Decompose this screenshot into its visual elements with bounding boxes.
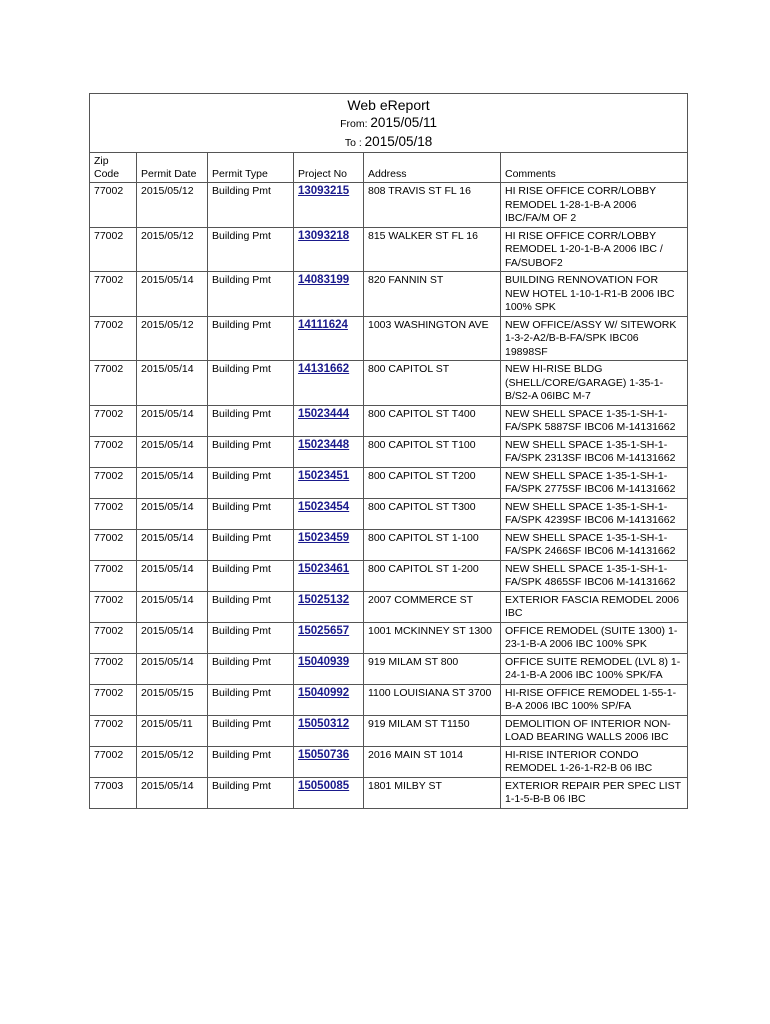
project-link[interactable]: 15023454	[298, 500, 350, 513]
permit-row	[90, 529, 688, 560]
cell-project	[294, 436, 364, 467]
cell-date: 2015/05/15	[137, 684, 208, 715]
cell-project	[294, 622, 364, 653]
cell-type: Building Pmt	[208, 777, 294, 808]
cell-comments: HI RISE OFFICE CORR/LOBBY REMODEL 1-28-1-B-A 2006 IBC/FA/M OF 2	[501, 183, 688, 228]
cell-project	[294, 272, 364, 317]
cell-comments: OFFICE REMODEL (SUITE 1300) 1-23-1-B-A 2006 IBC 100% SPK	[501, 622, 688, 653]
from-value: 2015/05/11	[370, 115, 437, 130]
permit-row	[90, 560, 688, 591]
cell-address: 800 CAPITOL ST 1-200	[364, 560, 501, 591]
cell-comments: NEW SHELL SPACE 1-35-1-SH-1-FA/SPK 2313SF IBC06 M-14131662	[501, 436, 688, 467]
cell-project	[294, 498, 364, 529]
cell-zip: 77002	[90, 272, 137, 317]
col-address: Address	[364, 153, 501, 183]
cell-zip: 77003	[90, 777, 137, 808]
cell-project	[294, 653, 364, 684]
cell-zip: 77002	[90, 183, 137, 228]
cell-address: 820 FANNIN ST	[364, 272, 501, 317]
cell-project	[294, 560, 364, 591]
cell-date: 2015/05/11	[137, 715, 208, 746]
cell-type: Building Pmt	[208, 529, 294, 560]
cell-address: 815 WALKER ST FL 16	[364, 227, 501, 272]
permit-row	[90, 591, 688, 622]
cell-date: 2015/05/14	[137, 405, 208, 436]
cell-address: 800 CAPITOL ST 1-100	[364, 529, 501, 560]
project-link[interactable]: 15040939	[298, 655, 350, 668]
cell-project	[294, 529, 364, 560]
cell-type: Building Pmt	[208, 498, 294, 529]
cell-address: 1003 WASHINGTON AVE	[364, 316, 501, 361]
cell-address: 800 CAPITOL ST T300	[364, 498, 501, 529]
project-link[interactable]: 14083199	[298, 274, 350, 286]
cell-zip: 77002	[90, 622, 137, 653]
cell-type: Building Pmt	[208, 272, 294, 317]
cell-address: 919 MILAM ST 800	[364, 653, 501, 684]
project-link[interactable]: 15050085	[298, 779, 350, 792]
to-label: To :	[344, 137, 362, 149]
cell-date: 2015/05/14	[137, 529, 208, 560]
cell-comments: EXTERIOR FASCIA REMODEL 2006 IBC	[501, 591, 688, 622]
cell-address: 808 TRAVIS ST FL 16	[364, 183, 501, 228]
cell-date: 2015/05/14	[137, 653, 208, 684]
to-value: 2015/05/18	[364, 134, 433, 149]
report-title: Web eReport	[347, 97, 430, 113]
cell-type: Building Pmt	[208, 405, 294, 436]
permit-row	[90, 361, 688, 406]
cell-date: 2015/05/12	[137, 227, 208, 272]
cell-date: 2015/05/14	[137, 361, 208, 406]
cell-date: 2015/05/14	[137, 467, 208, 498]
cell-zip: 77002	[90, 746, 137, 777]
cell-project	[294, 591, 364, 622]
cell-type: Building Pmt	[208, 467, 294, 498]
cell-type: Building Pmt	[208, 746, 294, 777]
cell-type: Building Pmt	[208, 591, 294, 622]
cell-zip: 77002	[90, 498, 137, 529]
cell-address: 2007 COMMERCE ST	[364, 591, 501, 622]
cell-project	[294, 316, 364, 361]
cell-address: 919 MILAM ST T1150	[364, 715, 501, 746]
permit-row	[90, 183, 688, 228]
cell-date: 2015/05/12	[137, 746, 208, 777]
from-line	[94, 114, 683, 133]
cell-comments: DEMOLITION OF INTERIOR NON-LOAD BEARING WALLS 2006 IBC	[501, 715, 688, 746]
cell-comments: HI RISE OFFICE CORR/LOBBY REMODEL 1-20-1-B-A 2006 IBC / FA/SUBOF2	[501, 227, 688, 272]
cell-project	[294, 684, 364, 715]
report-header-row	[90, 94, 688, 153]
cell-comments: NEW SHELL SPACE 1-35-1-SH-1-FA/SPK 4865SF IBC06 M-14131662	[501, 560, 688, 591]
permit-row	[90, 227, 688, 272]
permit-row	[90, 272, 688, 317]
project-link[interactable]: 13093218	[298, 229, 350, 242]
to-line	[94, 133, 683, 152]
project-link[interactable]: 15040992	[298, 686, 350, 699]
cell-zip: 77002	[90, 529, 137, 560]
col-date: Permit Date	[137, 153, 208, 183]
cell-zip: 77002	[90, 653, 137, 684]
cell-project	[294, 405, 364, 436]
cell-address: 800 CAPITOL ST T400	[364, 405, 501, 436]
project-link[interactable]: 14131662	[298, 363, 350, 375]
cell-type: Building Pmt	[208, 622, 294, 653]
cell-date: 2015/05/14	[137, 436, 208, 467]
cell-type: Building Pmt	[208, 684, 294, 715]
col-zip: Zip Code	[90, 153, 137, 183]
col-project: Project No	[294, 153, 364, 183]
project-link[interactable]: 15023444	[298, 407, 350, 420]
cell-project	[294, 777, 364, 808]
cell-project	[294, 361, 364, 406]
cell-date: 2015/05/12	[137, 316, 208, 361]
cell-type: Building Pmt	[208, 653, 294, 684]
col-type: Permit Type	[208, 153, 294, 183]
permit-row	[90, 467, 688, 498]
project-link[interactable]: 15023448	[298, 438, 350, 451]
permit-row	[90, 653, 688, 684]
permit-row	[90, 405, 688, 436]
cell-comments: BUILDING RENNOVATION FOR NEW HOTEL 1-10-1-R1-B 2006 IBC 100% SPK	[501, 272, 688, 317]
cell-zip: 77002	[90, 684, 137, 715]
cell-date: 2015/05/14	[137, 777, 208, 808]
cell-project	[294, 183, 364, 228]
cell-zip: 77002	[90, 560, 137, 591]
cell-comments: NEW SHELL SPACE 1-35-1-SH-1-FA/SPK 2466SF IBC06 M-14131662	[501, 529, 688, 560]
cell-type: Building Pmt	[208, 183, 294, 228]
cell-type: Building Pmt	[208, 436, 294, 467]
cell-comments: HI-RISE INTERIOR CONDO REMODEL 1-26-1-R2-B 06 IBC	[501, 746, 688, 777]
cell-type: Building Pmt	[208, 361, 294, 406]
cell-date: 2015/05/14	[137, 591, 208, 622]
cell-comments: NEW SHELL SPACE 1-35-1-SH-1-FA/SPK 2775SF IBC06 M-14131662	[501, 467, 688, 498]
cell-comments: NEW SHELL SPACE 1-35-1-SH-1-FA/SPK 4239SF IBC06 M-14131662	[501, 498, 688, 529]
cell-date: 2015/05/12	[137, 183, 208, 228]
cell-type: Building Pmt	[208, 715, 294, 746]
cell-type: Building Pmt	[208, 316, 294, 361]
col-comments: Comments	[501, 153, 688, 183]
cell-comments: HI-RISE OFFICE REMODEL 1-55-1-B-A 2006 IBC 100% SP/FA	[501, 684, 688, 715]
cell-comments: NEW OFFICE/ASSY W/ SITEWORK 1-3-2-A2/B-B-FA/SPK IBC06 19898SF	[501, 316, 688, 361]
cell-address: 800 CAPITOL ST T200	[364, 467, 501, 498]
cell-comments: NEW HI-RISE BLDG (SHELL/CORE/GARAGE) 1-35-1-B/S2-A 06IBC M-7	[501, 361, 688, 406]
project-link[interactable]: 13093215	[298, 185, 350, 197]
project-link[interactable]: 15023459	[298, 531, 350, 544]
cell-type: Building Pmt	[208, 227, 294, 272]
column-header-row	[90, 153, 688, 183]
cell-date: 2015/05/14	[137, 272, 208, 317]
permit-row	[90, 684, 688, 715]
cell-address: 1801 MILBY ST	[364, 777, 501, 808]
cell-address: 800 CAPITOL ST T100	[364, 436, 501, 467]
project-link[interactable]: 15050312	[298, 717, 350, 730]
cell-zip: 77002	[90, 467, 137, 498]
cell-project	[294, 746, 364, 777]
permit-row	[90, 498, 688, 529]
cell-comments: OFFICE SUITE REMODEL (LVL 8) 1-24-1-B-A 2006 IBC 100% SPK/FA	[501, 653, 688, 684]
report-header	[90, 94, 688, 153]
cell-address: 2016 MAIN ST 1014	[364, 746, 501, 777]
cell-address: 1100 LOUISIANA ST 3700	[364, 684, 501, 715]
permit-row	[90, 436, 688, 467]
cell-type: Building Pmt	[208, 560, 294, 591]
project-link[interactable]: 15023451	[298, 469, 350, 482]
project-link[interactable]: 15050736	[298, 748, 350, 761]
cell-project	[294, 227, 364, 272]
permit-row	[90, 316, 688, 361]
project-link[interactable]: 15025132	[298, 593, 350, 606]
cell-date: 2015/05/14	[137, 560, 208, 591]
permit-row	[90, 746, 688, 777]
project-link[interactable]: 15025657	[298, 624, 350, 637]
cell-date: 2015/05/14	[137, 622, 208, 653]
cell-zip: 77002	[90, 405, 137, 436]
cell-zip: 77002	[90, 715, 137, 746]
cell-comments: EXTERIOR REPAIR PER SPEC LIST 1-1-5-B-B 06 IBC	[501, 777, 688, 808]
cell-zip: 77002	[90, 591, 137, 622]
cell-zip: 77002	[90, 436, 137, 467]
cell-project	[294, 715, 364, 746]
cell-date: 2015/05/14	[137, 498, 208, 529]
cell-zip: 77002	[90, 316, 137, 361]
permit-row	[90, 715, 688, 746]
cell-address: 1001 MCKINNEY ST 1300	[364, 622, 501, 653]
report-table	[89, 93, 688, 809]
cell-comments: NEW SHELL SPACE 1-35-1-SH-1-FA/SPK 5887SF IBC06 M-14131662	[501, 405, 688, 436]
cell-address: 800 CAPITOL ST	[364, 361, 501, 406]
permit-row	[90, 622, 688, 653]
from-label: From:	[340, 118, 368, 130]
cell-zip: 77002	[90, 361, 137, 406]
cell-zip: 77002	[90, 227, 137, 272]
project-link[interactable]: 14111624	[298, 318, 348, 331]
project-link[interactable]: 15023461	[298, 562, 350, 575]
cell-project	[294, 467, 364, 498]
permit-row	[90, 777, 688, 808]
